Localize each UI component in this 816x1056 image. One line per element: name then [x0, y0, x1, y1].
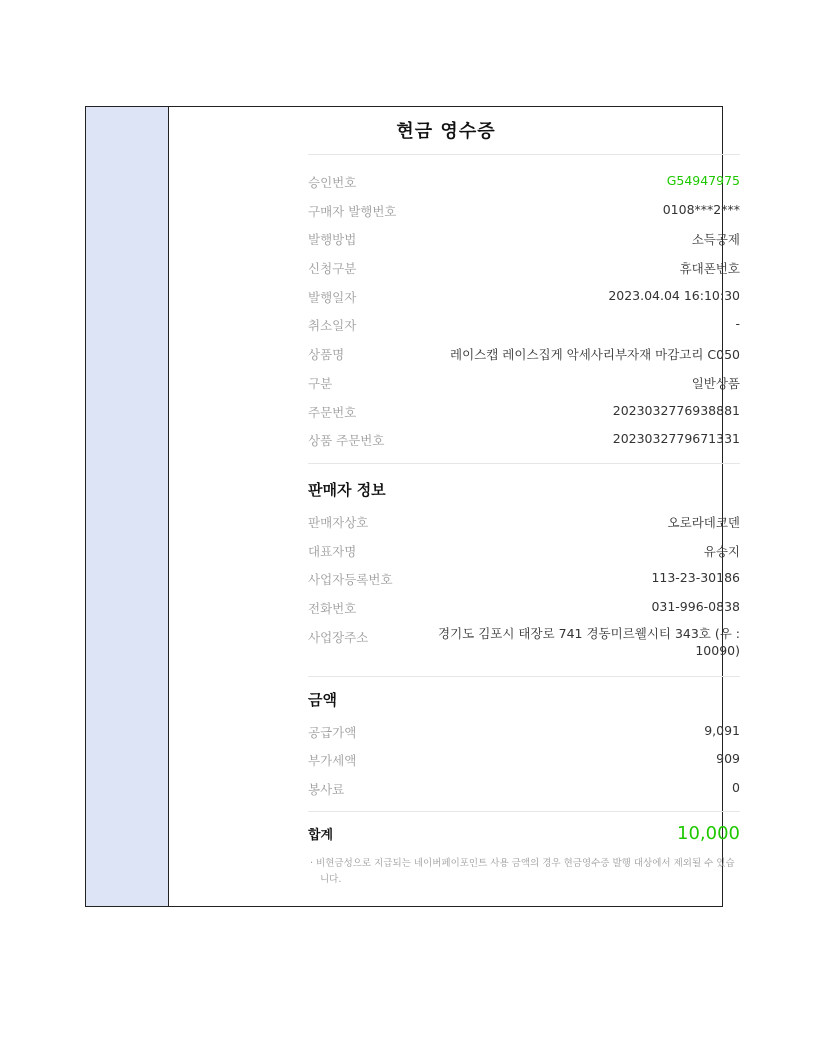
receipt-row-request-type: [308, 253, 740, 282]
seller-row-representative: [308, 536, 740, 565]
footnote: · 비현금성으로 지급되는 네이버페이포인트 사용 금액의 경우 현금영수증 발행 대상에서 제외될 수 있습니다.: [310, 857, 735, 885]
row-label: 승인번호: [308, 175, 357, 190]
approval-number: G54947975: [666, 173, 740, 188]
receipt-row-approval-number: [308, 167, 740, 196]
row-value: 113-23-30186: [651, 570, 740, 586]
row-value: 레이스캡 레이스집게 악세사리부자재 마감고리 C050: [450, 347, 740, 363]
receipt-row-category: [308, 368, 740, 397]
row-value: 유승지: [703, 543, 740, 559]
receipt-row-cancel-date: [308, 310, 740, 339]
row-label: 전화번호: [308, 600, 357, 616]
row-value: 2023.04.04 16:10:30: [608, 287, 740, 303]
row-label: 사업자등록번호: [308, 572, 393, 588]
receipt-content: [308, 154, 740, 885]
amount-row-supply: [308, 717, 740, 746]
row-label: 취소일자: [308, 318, 357, 334]
row-label: 상품 주문번호: [308, 433, 385, 449]
total-amount: 10,000: [677, 823, 740, 845]
row-value: 2023032776938881: [612, 402, 740, 418]
receipt-title: 현금 영수증: [396, 121, 496, 142]
footnote-text: 비현금성으로 지급되는 네이버페이포인트 사용 금액의 경우 현금영수증 발행 대상에서 제외될 수 있습니다.: [316, 857, 735, 885]
total-row: [308, 812, 740, 856]
seller-row-name: [308, 507, 740, 536]
amount-heading: 금액: [308, 691, 337, 710]
receipt-row-issue-method: [308, 224, 740, 253]
row-value: 031-996-0838: [651, 598, 740, 614]
row-value: 일반상품: [691, 375, 740, 391]
receipt-row-issue-date: [308, 282, 740, 311]
row-label: 봉사료: [308, 782, 345, 797]
row-label: 주문번호: [308, 404, 357, 420]
row-label: 부가세액: [308, 753, 357, 769]
row-label: 사업장주소: [308, 629, 369, 645]
receipt-row-product-order-number: [308, 425, 740, 454]
row-value: 2023032779671331: [612, 431, 740, 447]
side-panel: [86, 107, 169, 906]
seller-row-address: [308, 622, 740, 672]
cash-receipt: [170, 107, 740, 906]
row-label: 대표자명: [308, 543, 357, 559]
amount-row-service-charge: [308, 774, 740, 803]
row-value: 9,091: [704, 722, 740, 738]
row-value: 오로라데코덴: [667, 514, 740, 530]
receipt-row-order-number: [308, 397, 740, 426]
row-value: -: [735, 316, 740, 332]
row-label: 발행일자: [308, 289, 357, 305]
seller-info-heading: 판매자 정보: [308, 481, 386, 500]
document-frame: [85, 106, 740, 907]
receipt-row-product-name: [308, 339, 740, 368]
seller-row-business-number: [308, 564, 740, 593]
amount-row-vat: [308, 745, 740, 774]
row-value: 소득공제: [691, 232, 740, 248]
seller-row-phone: [308, 593, 740, 622]
row-label: 상품명: [308, 347, 345, 363]
total-label: 합계: [308, 828, 334, 844]
row-value: 휴대폰번호: [679, 261, 740, 277]
row-label: 구매자 발행번호: [308, 203, 397, 219]
receipt-row-buyer-number: [308, 196, 740, 225]
row-value: 0: [732, 780, 740, 795]
row-label: 구분: [308, 375, 333, 391]
row-label: 발행방법: [308, 232, 357, 248]
row-value: 0108***2***: [662, 201, 740, 217]
row-label: 판매자상호: [308, 514, 369, 530]
row-value: 909: [716, 751, 740, 767]
row-label: 신청구분: [308, 261, 357, 277]
row-label: 공급가액: [308, 724, 357, 740]
row-value: 경기도 김포시 태장로 741 경동미르웰시티 343호 (우 : 10090): [438, 625, 740, 658]
